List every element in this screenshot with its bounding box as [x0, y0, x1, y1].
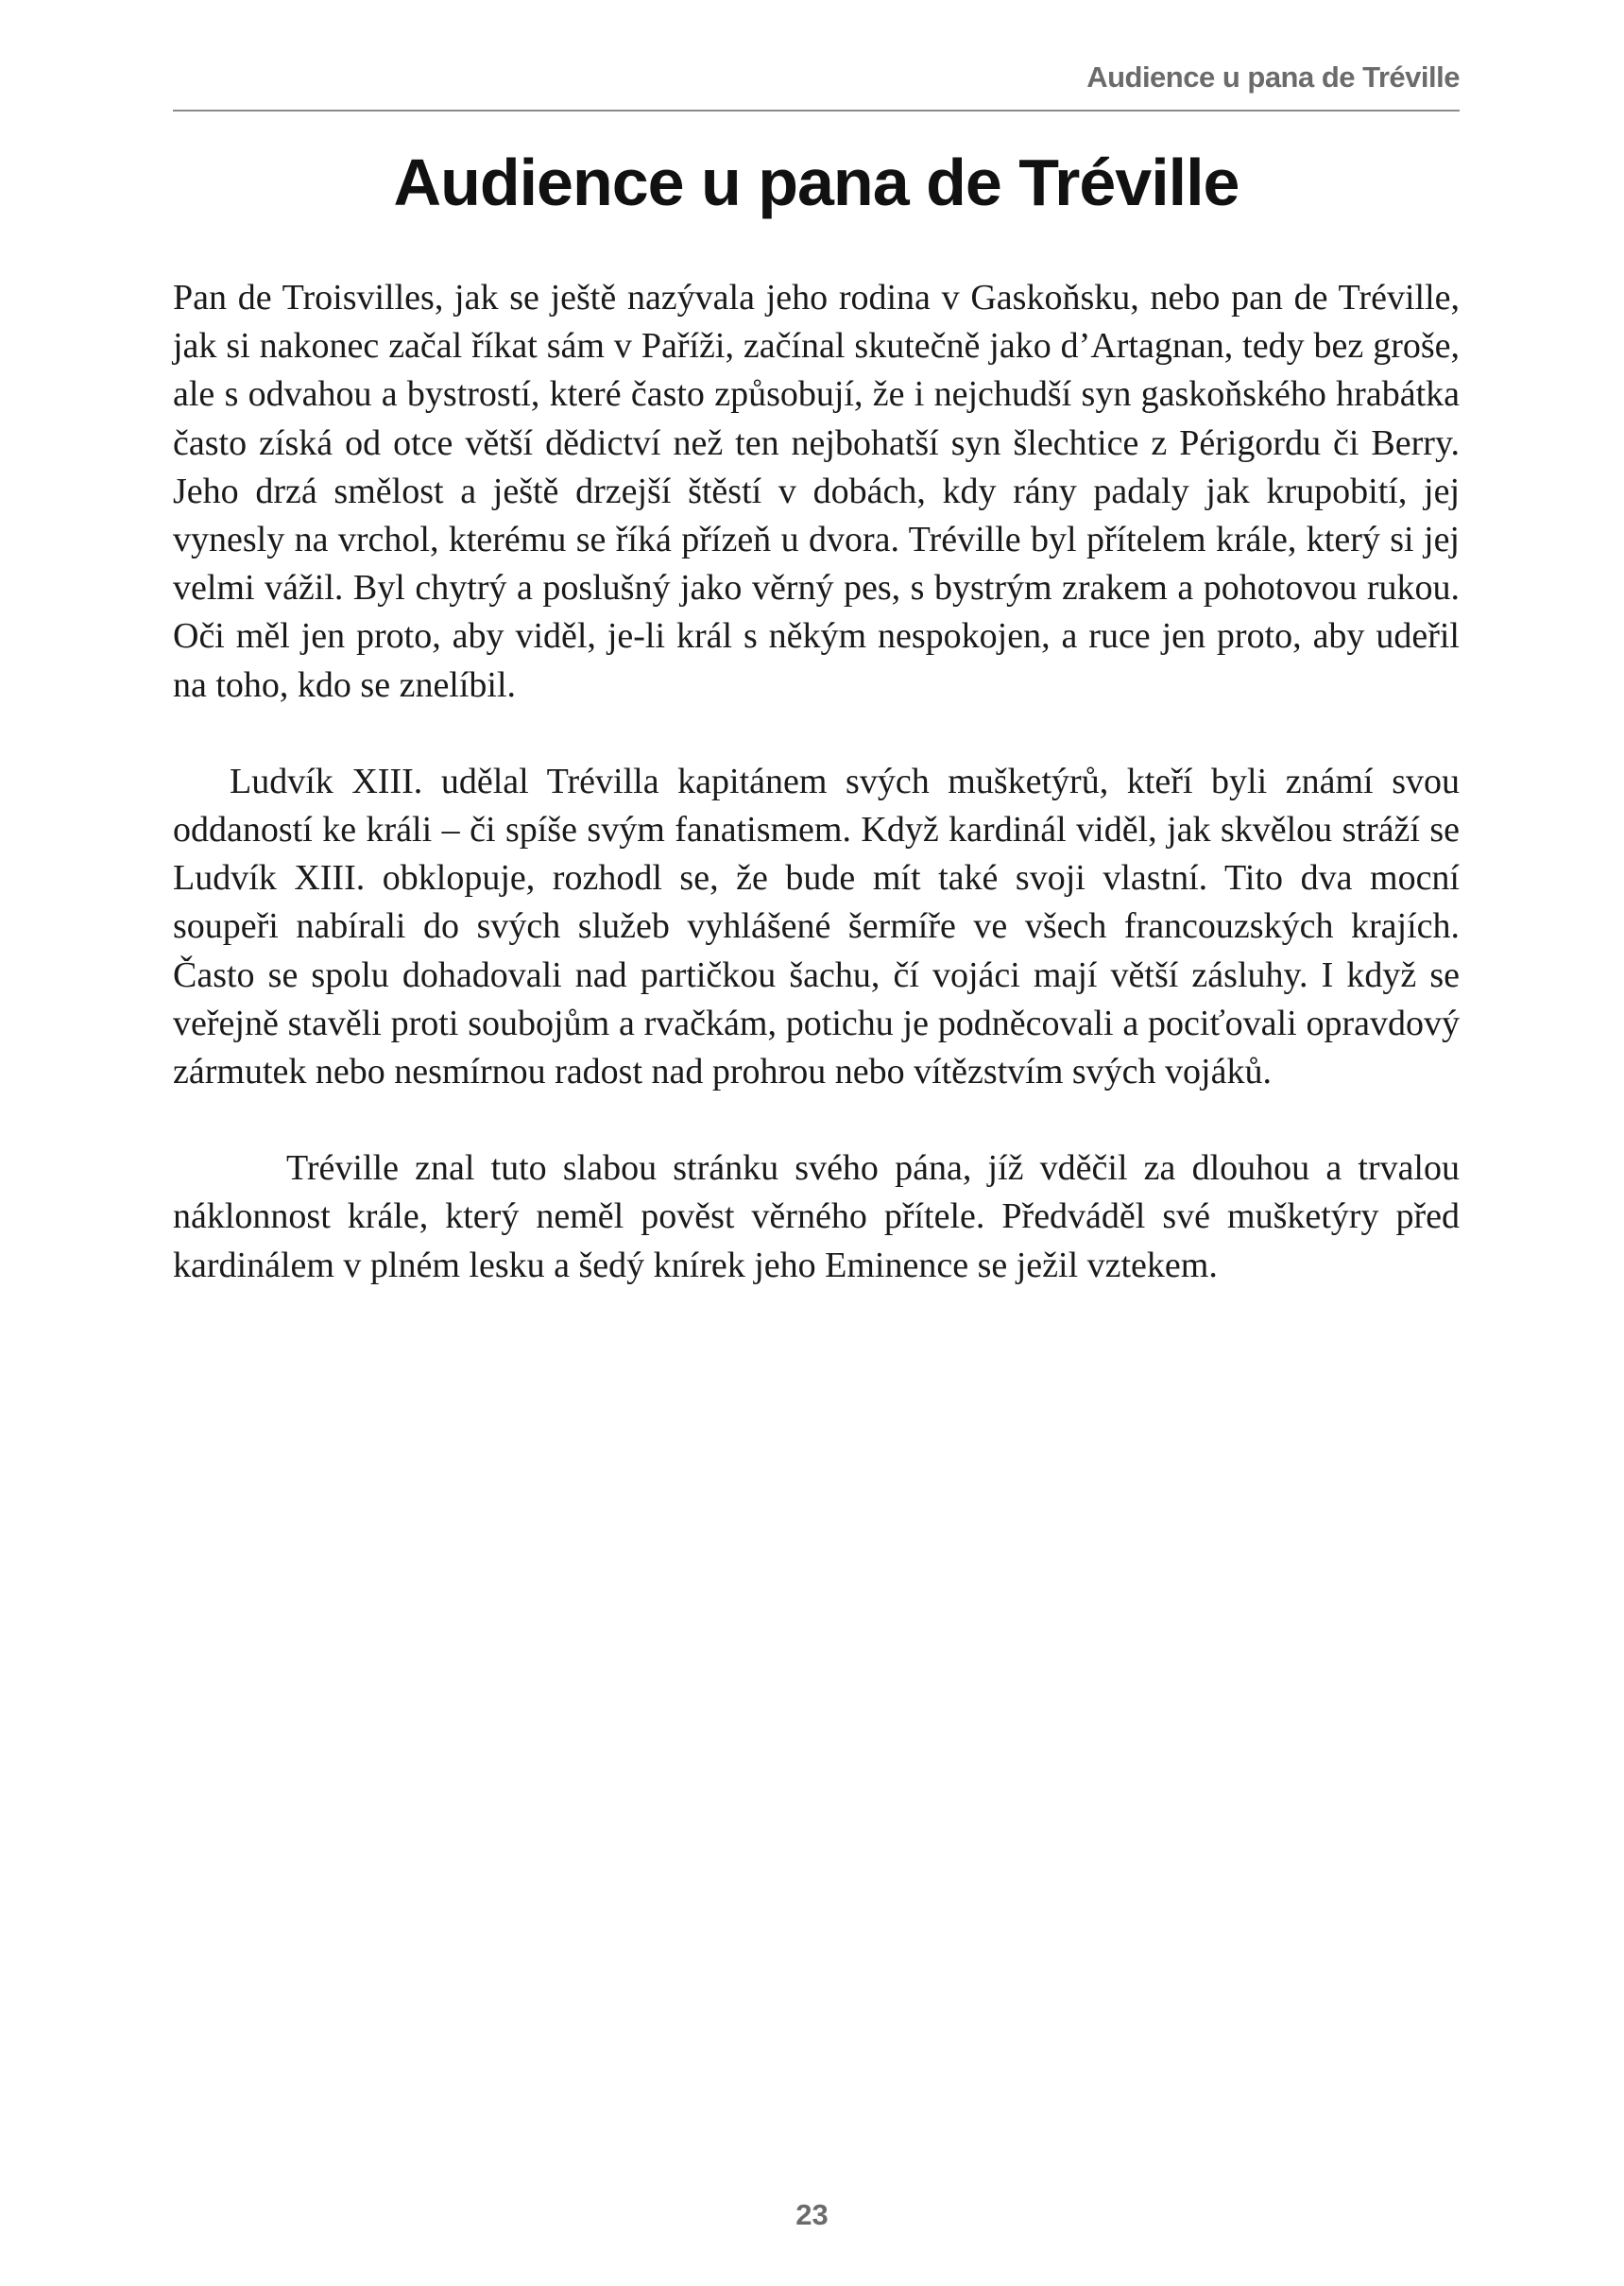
page-number: 23: [795, 2198, 829, 2231]
running-header: [173, 60, 1460, 112]
running-header-title: Audience u pana de Tréville: [1086, 60, 1460, 94]
paragraph-3: Tréville znal tuto slabou stránku svého pána, jíž vděčil za dlouhou a trvalou náklonnost krále, který neměl pověst věrného přítele. Předváděl své mušketýry před kardinálem v plném lesku a šedý knírek jeho Eminence se ježil vztekem.: [173, 1148, 1460, 1285]
chapter-title: Audience u pana de Tréville: [393, 146, 1239, 219]
paragraph-1: Pan de Troisvilles, jak se ještě nazývala jeho rodina v Gaskoňsku, nebo pan de Tréville, jak si nakonec začal říkat sám v Paříži, začínal skutečně jako d’Artagnan, tedy bez groše, ale s odvahou a bystrostí, které často způsobují, že i nejchudší syn gaskoňského hrabátka často získá od otce větší dědictví než ten nejbohatší syn šlechtice z Périgordu či Berry. Jeho drzá smělost a ještě drzejší štěstí v dobách, kdy rány padaly jak krupobití, jej vynesly na vrchol, kterému se říká přízeň u dvora. Tréville byl přítelem krále, který si jej velmi vážil. Byl chytrý a poslušný jako věrný pes, s bystrým zrakem a pohotovou rukou. Oči měl jen proto, aby viděl, je-li král s někým nespokojen, a ruce jen proto, aby udeřil na toho, kdo se znelíbil.: [173, 278, 1460, 705]
body-text: [173, 274, 1460, 1290]
paragraph-2: Ludvík XIII. udělal Trévilla kapitánem svých mušketýrů, kteří byli známí svou oddaností ke králi – či spíše svým fanatismem. Když kardinál viděl, jak skvělou stráží se Ludvík XIII. obklopuje, rozhodl se, že bude mít také svoji vlastní. Tito dva mocní soupeři nabírali do svých služeb vyhlášené šermíře ve všech francouzských krajích. Často se spolu dohadovali nad partičkou šachu, čí vojáci mají větší zásluhy. I když se veřejně stavěli proti soubojům a rvačkám, potichu je podněcovali a pociťovali opravdový zármutek nebo nesmírnou radost nad prohrou nebo vítězstvím svých vojáků.: [173, 761, 1460, 1092]
